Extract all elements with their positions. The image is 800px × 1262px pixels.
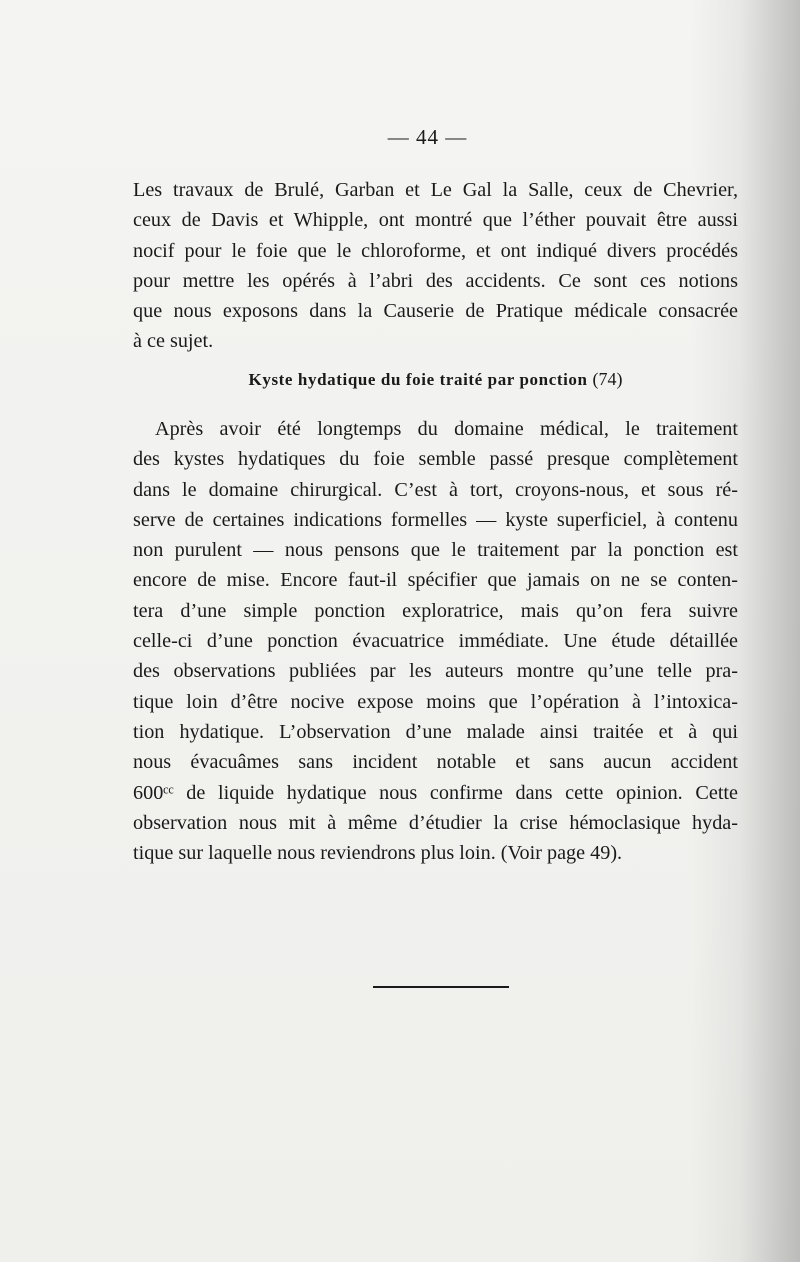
text-line: à ce sujet. [133, 330, 214, 353]
paragraph-hydatid-cyst [133, 414, 738, 868]
text-line: tion hydatique. L’observation d’une malade ainsi traitée et à qui [133, 720, 738, 743]
text-line: tera d’une simple ponction exploratrice, mais qu’on fera suivre [133, 599, 738, 622]
text-line: dans le domaine chirurgical. C’est à tort, croyons-nous, et sous ré- [133, 478, 738, 501]
text-line: Les travaux de Brulé, Garban et Le Gal la Salle, ceux de Chevrier, [133, 179, 738, 201]
text-line: celle-ci d’une ponction évacuatrice immédiate. Une étude détaillée [133, 630, 738, 653]
text-line: 600ᶜᶜ de liquide hydatique nous confirme dans cette opinion. Cette [133, 781, 738, 804]
paragraph-ether-liver [133, 175, 738, 357]
text-line: non purulent — nous pensons que le traitement par la ponction est [133, 539, 738, 562]
text-line: encore de mise. Encore faut-il spécifier que jamais on ne se conten- [133, 569, 738, 592]
section-reference: (74) [592, 369, 623, 389]
page-number: — 44 — [387, 125, 468, 149]
text-line: serve de certaines indications formelles — kyste superficiel, à contenu [133, 508, 738, 531]
text-line: que nous exposons dans la Causerie de Pratique médicale consacrée [133, 300, 738, 323]
text-line: nocif pour le foie que le chloroforme, et ont indiqué divers procédés [133, 239, 738, 262]
text-line: observation nous mit à même d’étudier la crise hémoclasique hyda- [133, 811, 738, 834]
text-line: nous évacuâmes sans incident notable et sans aucun accident [133, 751, 738, 774]
text-line: ceux de Davis et Whipple, ont montré que l’éther pouvait être aussi [133, 209, 738, 232]
text-line: des kystes hydatiques du foie semble passé presque complètement [133, 448, 738, 471]
text-line: des observations publiées par les auteurs montre qu’une telle pra- [133, 660, 738, 683]
text-line: tique sur laquelle nous reviendrons plus loin. (Voir page 49). [133, 842, 623, 865]
separator-rule [373, 986, 509, 988]
text-line: pour mettre les opérés à l’abri des accidents. Ce sont ces notions [133, 269, 738, 292]
section-title: Kyste hydatique du foie traité par ponction [248, 370, 588, 389]
section-heading [133, 369, 738, 390]
text-line: tique loin d’être nocive expose moins que l’opération à l’intoxica- [133, 690, 738, 713]
text-line: Après avoir été longtemps du domaine médical, le traitement [155, 418, 738, 440]
